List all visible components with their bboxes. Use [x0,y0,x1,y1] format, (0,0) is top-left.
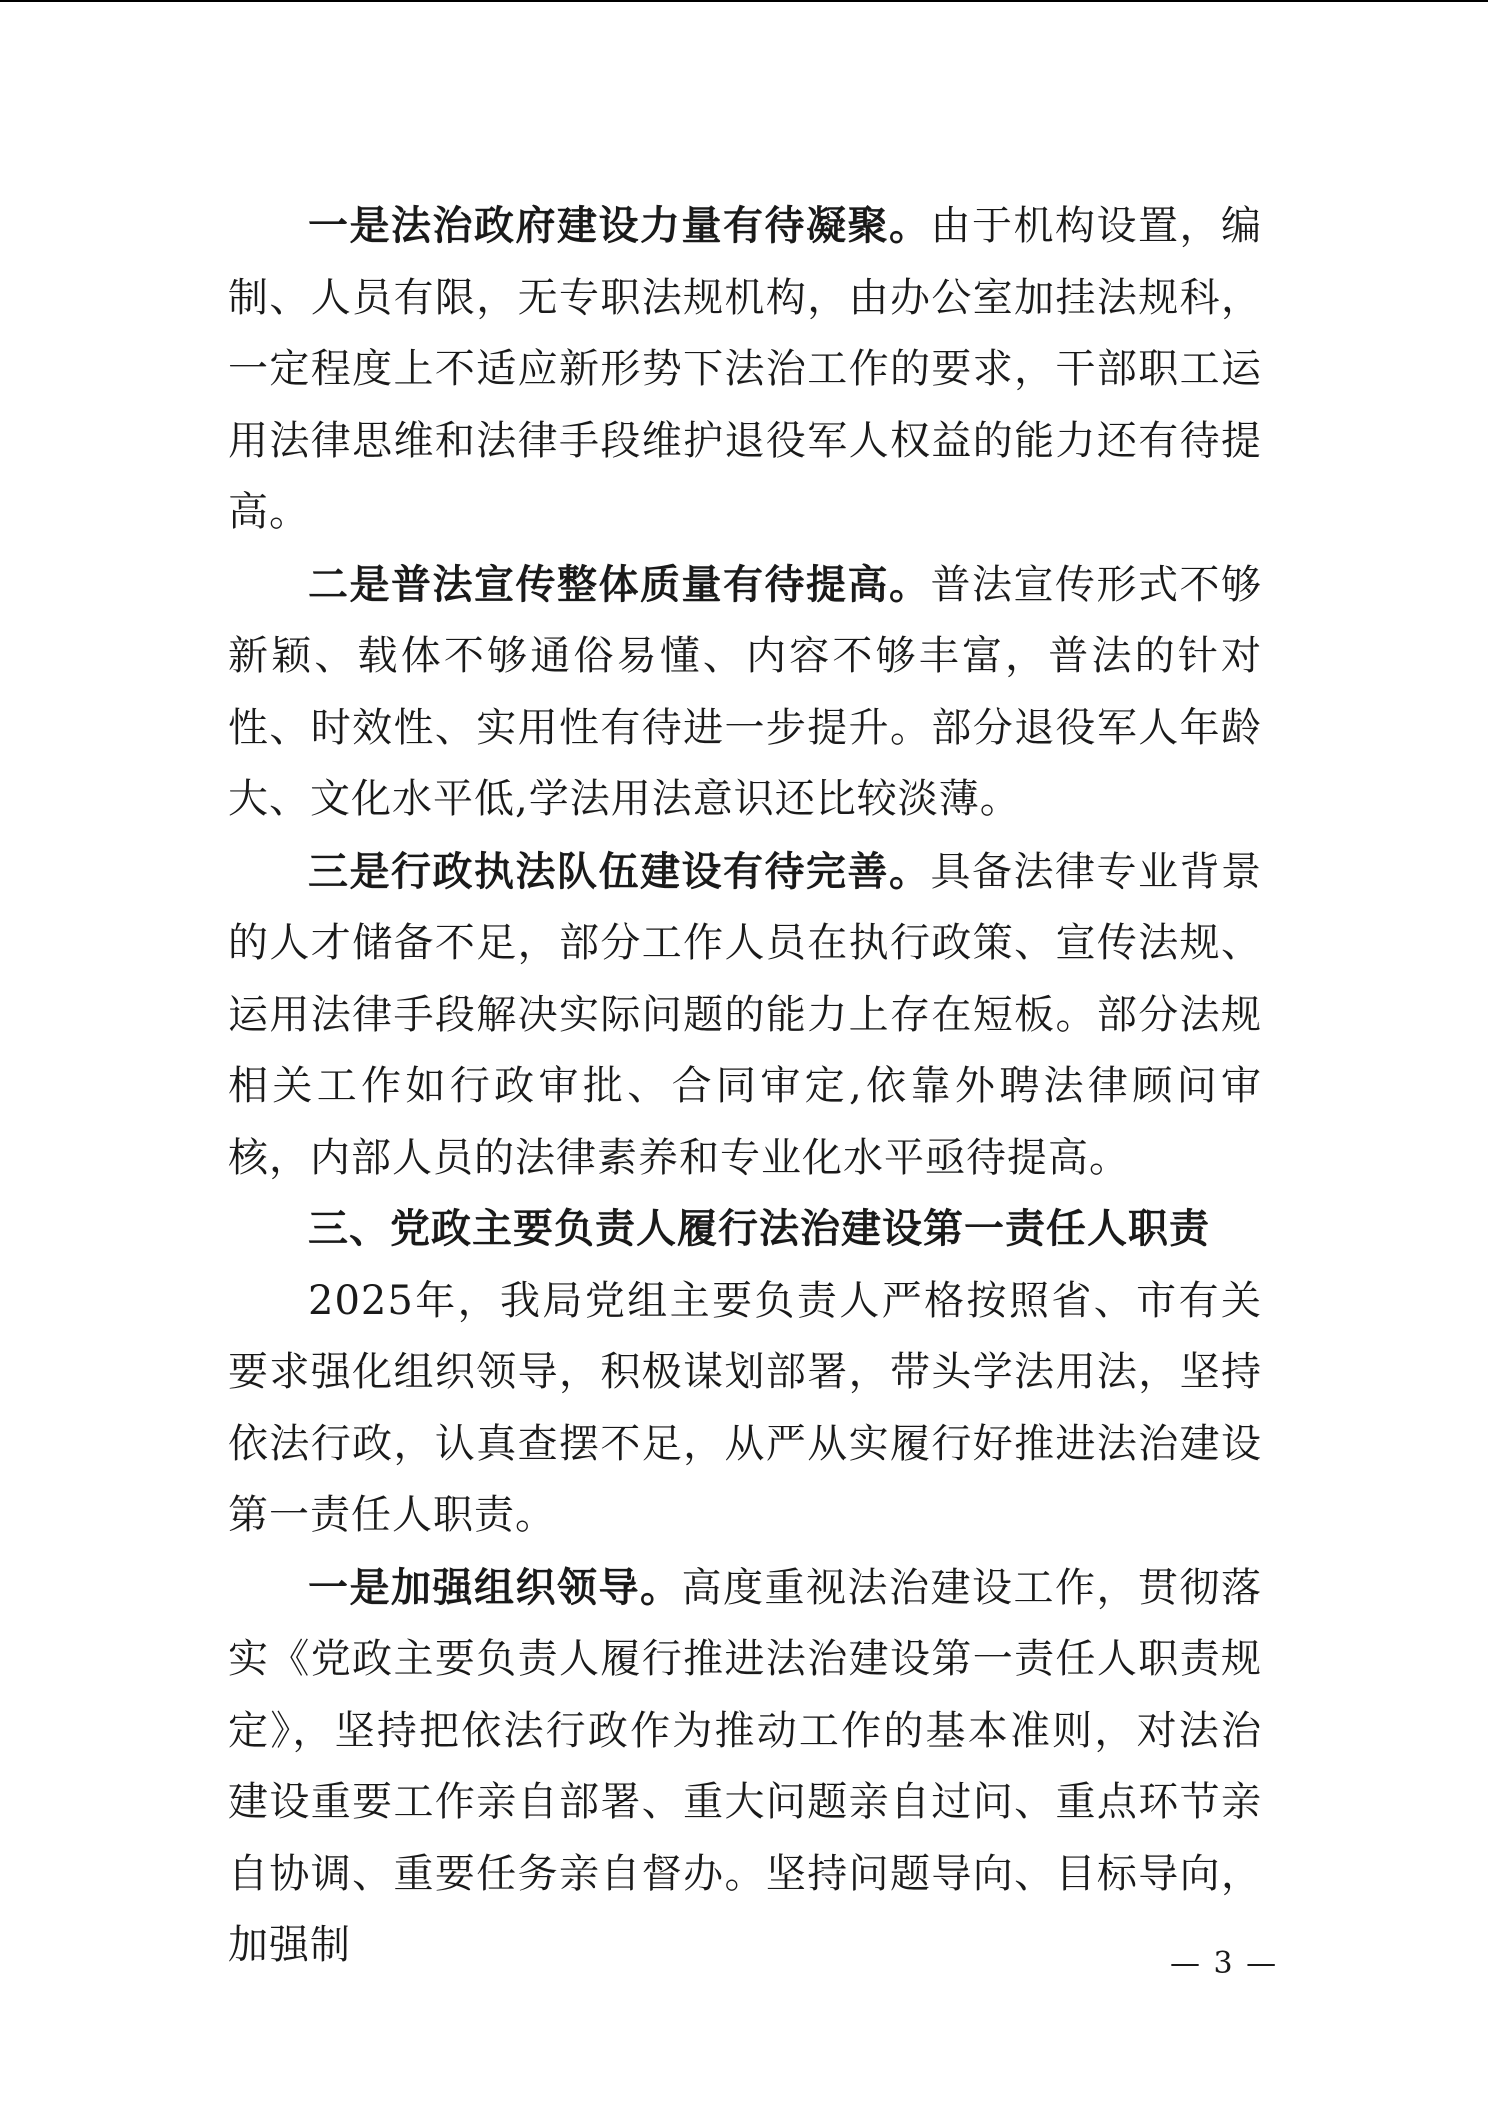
paragraph-5-lead: 一是加强组织领导。 [308,1563,682,1611]
top-border-line [0,0,1488,2]
paragraph-1-lead: 一是法治政府建设力量有待凝聚。 [308,202,931,249]
paragraph-4-text: 2025年，我局党组主要负责人严格按照省、市有关要求强化组织领导，积极谋划部署，带头学法用法，坚持依法行政，认真查摆不足，从严从实履行好推进法治建设第一责任人职责。 [228,1277,1262,1538]
paragraph-4 [228,1266,1262,1552]
paragraph-1-text: 由于机构设置，编制、人员有限，无专职法规机构，由办公室加挂法规科，一定程度上不适应新形势下法治工作的要求，干部职工运用法律思维和法律手段维护退役军人权益的能力还有待提高。 [228,203,1262,535]
paragraph-3-lead: 三是行政执法队伍建设有待完善。 [308,847,931,895]
paragraph-2 [228,549,1262,836]
paragraph-1 [228,190,1262,549]
paragraph-3-text: 具备法律专业背景的人才储备不足，部分工作人员在执行政策、宣传法规、运用法律手段解决实际问题的能力上存在短板。部分法规相关工作如行政审批、合同审定,依靠外聘法律顾问审核，内部人员的法律素养和专业化水平亟待提高。 [228,848,1262,1181]
paragraph-5-text: 高度重视法治建设工作，贯彻落实《党政主要负责人履行推进法治建设第一责任人职责规定》，坚持把依法行政作为推动工作的基本准则，对法治建设重要工作亲自部署、重大问题亲自过问、重点环节亲自协调、重要任务亲自督办。坚持问题导向、目标导向，加强制 [228,1564,1262,1968]
paragraph-3 [228,836,1262,1195]
paragraph-2-text: 普法宣传形式不够新颖、载体不够通俗易懂、内容不够丰富，普法的针对性、时效性、实用性有待进一步提升。部分退役军人年龄大、文化水平低,学法用法意识还比较淡薄。 [228,561,1262,822]
paragraph-2-lead: 二是普法宣传整体质量有待提高。 [308,560,931,608]
document-body [228,190,1262,1982]
paragraph-5 [228,1552,1262,1982]
section-heading: 三、党政主要负责人履行法治建设第一责任人职责 [308,1206,1210,1252]
page-number: — 3 — [1170,1946,1279,1981]
